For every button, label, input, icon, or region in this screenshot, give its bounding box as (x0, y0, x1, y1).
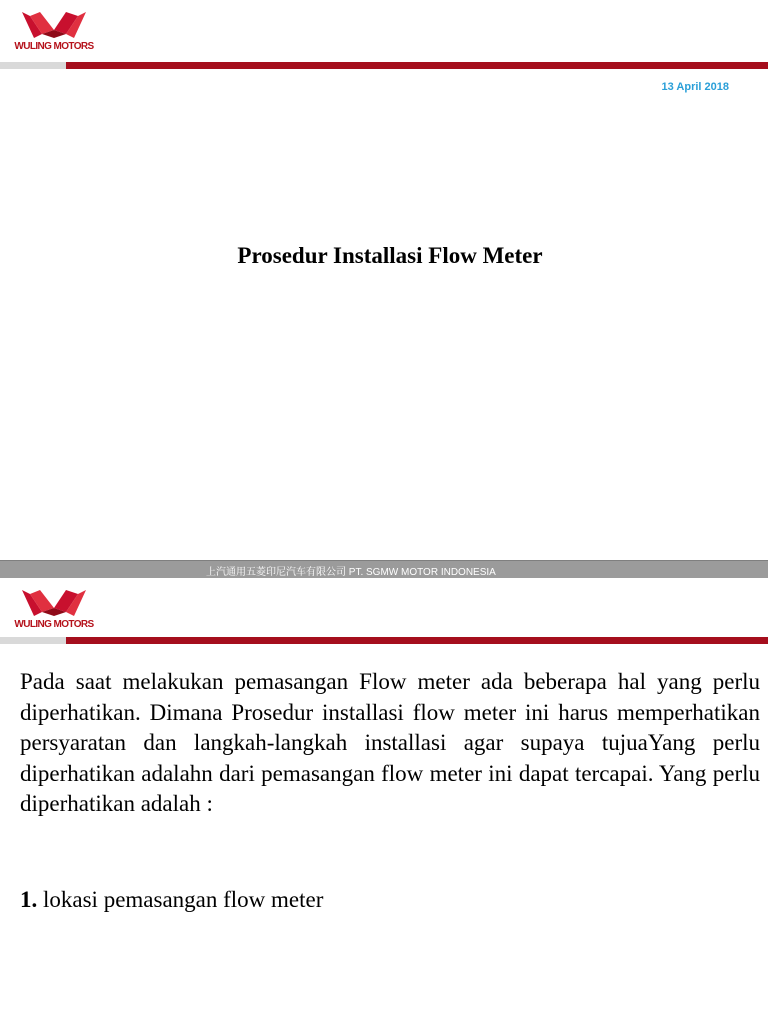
list-item (20, 887, 323, 913)
header-bar (0, 62, 768, 69)
list-item-number: 1. (20, 887, 38, 912)
brand-logo (14, 8, 94, 58)
header-bar-red (66, 62, 768, 69)
company-footer-text: 上汽通用五菱印尼汽车有限公司 PT. SGMW MOTOR INDONESIA (206, 567, 496, 578)
slide-date: 13 April 2018 (661, 81, 729, 93)
list-item-text: lokasi pemasangan flow meter (43, 887, 324, 912)
wuling-logo-icon (14, 586, 94, 618)
header-bar-grey (0, 62, 66, 69)
header-bar (0, 637, 768, 644)
wuling-logo-icon (14, 8, 94, 40)
header-bar-red (66, 637, 768, 644)
brand-name: WULING MOTORS (14, 619, 94, 630)
slide-content (0, 578, 768, 1024)
brand-logo (14, 586, 94, 636)
slide-footer-divider (0, 560, 768, 578)
brand-name: WULING MOTORS (14, 41, 94, 52)
body-paragraph: Pada saat melakukan pemasangan Flow meter ada beberapa hal yang perlu diperhatikan. Dimana Prosedur installasi flow meter ini harus memperhatikan persyaratan dan langkah-langkah installasi agar supaya tujuaYang perlu diperhatikan adalahn dari pemasangan flow meter ini dapat tercapai. Yang perlu diperhatikan adalah : (20, 669, 760, 816)
header-bar-grey (0, 637, 66, 644)
slide-title-text: Prosedur Installasi Flow Meter (237, 243, 543, 268)
